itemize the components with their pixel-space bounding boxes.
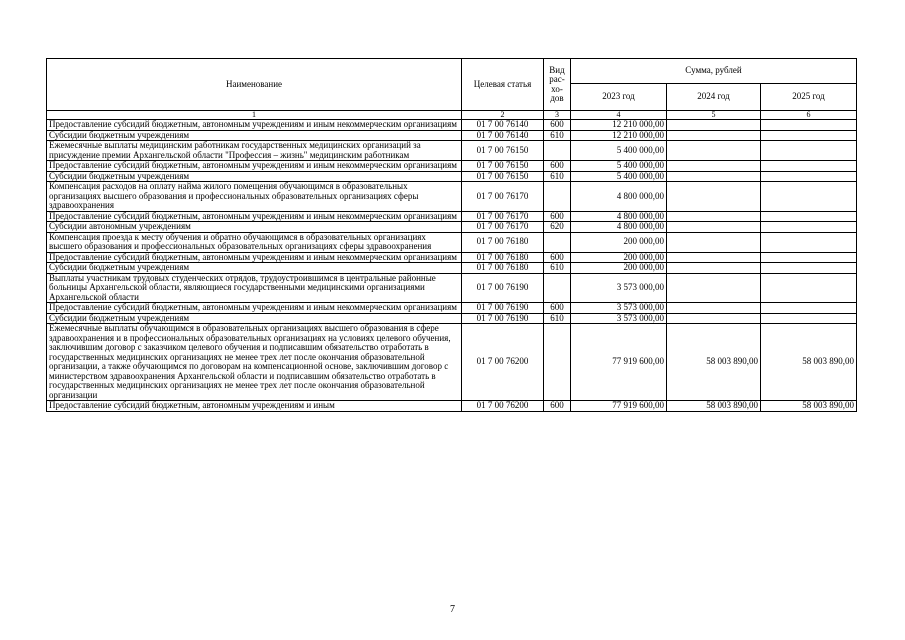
table-row — [47, 313, 857, 324]
row-amount-2024: 58 003 890,00 — [667, 401, 761, 412]
row-amount-2025 — [761, 303, 857, 314]
row-amount-2024 — [667, 303, 761, 314]
row-name: Ежемесячные выплаты обучающимся в образовательных организациях высшего образования в сфере здравоохранения и в профессиональных образовательных организациях на условиях целевого обучения, заключившим договор с заказчиком целевого обучения и подписавшим обязательство отработать в государственных медицинских организациях не менее трех лет после окончания образовательной организации, а также обучающимся по договорам на компенсационной основе, заключившим договор с министерством здравоохранения Архангельской области и подписавшим обязательство отработать в государственных медицинских организациях не менее трех лет после окончания образовательной организации — [47, 324, 462, 401]
row-vid — [544, 182, 571, 212]
row-target-code: 01 7 00 76180 — [462, 252, 544, 263]
row-vid: 600 — [544, 401, 571, 412]
row-name: Выплаты участникам трудовых студенческих отрядов, трудоустроившимся в центральные районные больницы Архангельской области, являющиеся государственными медицинскими организациями Архангельской области — [47, 273, 462, 303]
row-amount-2025 — [761, 252, 857, 263]
row-amount-2024 — [667, 182, 761, 212]
row-vid: 610 — [544, 171, 571, 182]
row-amount-2024 — [667, 141, 761, 161]
row-vid: 600 — [544, 120, 571, 131]
table-row — [47, 401, 857, 412]
row-amount-2025 — [761, 211, 857, 222]
row-target-code: 01 7 00 76200 — [462, 324, 544, 401]
row-amount-2023: 3 573 000,00 — [571, 303, 667, 314]
row-vid — [544, 273, 571, 303]
row-target-code: 01 7 00 76170 — [462, 182, 544, 212]
header-vid: Вид рас-хо-дов — [544, 59, 571, 111]
row-name: Субсидии бюджетным учреждениям — [47, 313, 462, 324]
row-amount-2025 — [761, 232, 857, 252]
row-amount-2024 — [667, 313, 761, 324]
header-year-2023: 2023 год — [571, 84, 667, 111]
row-amount-2025: 58 003 890,00 — [761, 324, 857, 401]
table-row — [47, 324, 857, 401]
header-year-2024: 2024 год — [667, 84, 761, 111]
row-name: Предоставление субсидий бюджетным, автономным учреждениям и иным — [47, 401, 462, 412]
col-number: 5 — [667, 111, 761, 120]
table-row — [47, 232, 857, 252]
table-row — [47, 222, 857, 233]
row-target-code: 01 7 00 76150 — [462, 141, 544, 161]
row-amount-2025 — [761, 313, 857, 324]
row-target-code: 01 7 00 76180 — [462, 232, 544, 252]
header-name: Наименование — [47, 59, 462, 111]
row-amount-2025 — [761, 141, 857, 161]
row-amount-2023: 12 210 000,00 — [571, 120, 667, 131]
row-amount-2024 — [667, 252, 761, 263]
row-name: Предоставление субсидий бюджетным, автономным учреждениям и иным некоммерческим организациям — [47, 120, 462, 131]
row-vid: 600 — [544, 161, 571, 172]
row-amount-2023: 3 573 000,00 — [571, 313, 667, 324]
table-row — [47, 120, 857, 131]
row-amount-2024 — [667, 171, 761, 182]
page-number: 7 — [450, 604, 455, 615]
budget-table — [46, 58, 857, 412]
row-amount-2023: 4 800 000,00 — [571, 222, 667, 233]
row-target-code: 01 7 00 76140 — [462, 120, 544, 131]
row-amount-2023: 200 000,00 — [571, 232, 667, 252]
row-amount-2025 — [761, 161, 857, 172]
row-name: Субсидии бюджетным учреждениям — [47, 130, 462, 141]
row-amount-2024 — [667, 120, 761, 131]
row-amount-2023: 200 000,00 — [571, 263, 667, 274]
row-amount-2025 — [761, 273, 857, 303]
row-name: Компенсация проезда к месту обучения и обратно обучающимся в образовательных организациях высшего образования и профессиональных образовательных организациях сферы здравоохранения — [47, 232, 462, 252]
row-amount-2023: 5 400 000,00 — [571, 171, 667, 182]
row-vid — [544, 141, 571, 161]
row-target-code: 01 7 00 76190 — [462, 313, 544, 324]
row-amount-2025 — [761, 222, 857, 233]
row-vid: 600 — [544, 252, 571, 263]
row-vid — [544, 232, 571, 252]
row-target-code: 01 7 00 76170 — [462, 222, 544, 233]
row-amount-2023: 77 919 600,00 — [571, 401, 667, 412]
row-name: Предоставление субсидий бюджетным, автономным учреждениям и иным некоммерческим организациям — [47, 252, 462, 263]
row-target-code: 01 7 00 76190 — [462, 273, 544, 303]
row-name: Субсидии бюджетным учреждениям — [47, 263, 462, 274]
row-amount-2024 — [667, 232, 761, 252]
row-amount-2025 — [761, 263, 857, 274]
table-row — [47, 141, 857, 161]
row-target-code: 01 7 00 76180 — [462, 263, 544, 274]
row-name: Компенсация расходов на оплату найма жилого помещения обучающимся в образовательных организациях высшего образования и профессиональных образовательных организациях сферы здравоохранения — [47, 182, 462, 212]
row-amount-2023: 5 400 000,00 — [571, 161, 667, 172]
row-target-code: 01 7 00 76190 — [462, 303, 544, 314]
row-vid: 610 — [544, 263, 571, 274]
table-row — [47, 303, 857, 314]
table-row — [47, 252, 857, 263]
row-target-code: 01 7 00 76170 — [462, 211, 544, 222]
row-amount-2024 — [667, 130, 761, 141]
row-amount-2024 — [667, 222, 761, 233]
row-vid: 600 — [544, 303, 571, 314]
row-amount-2023: 4 800 000,00 — [571, 211, 667, 222]
row-amount-2023: 12 210 000,00 — [571, 130, 667, 141]
row-amount-2025 — [761, 171, 857, 182]
row-target-code: 01 7 00 76150 — [462, 171, 544, 182]
table-row — [47, 211, 857, 222]
row-amount-2025 — [761, 130, 857, 141]
column-numbers-row — [47, 111, 857, 120]
row-vid: 620 — [544, 222, 571, 233]
row-vid: 600 — [544, 211, 571, 222]
col-number: 4 — [571, 111, 667, 120]
row-amount-2024 — [667, 161, 761, 172]
table-body — [47, 120, 857, 412]
row-vid — [544, 324, 571, 401]
row-vid: 610 — [544, 130, 571, 141]
row-amount-2023: 5 400 000,00 — [571, 141, 667, 161]
row-amount-2024 — [667, 211, 761, 222]
row-amount-2023: 3 573 000,00 — [571, 273, 667, 303]
col-number: 6 — [761, 111, 857, 120]
header-row — [47, 59, 857, 84]
row-name: Субсидии автономным учреждениям — [47, 222, 462, 233]
header-target: Целевая статья — [462, 59, 544, 111]
row-amount-2023: 200 000,00 — [571, 252, 667, 263]
row-target-code: 01 7 00 76150 — [462, 161, 544, 172]
row-name: Ежемесячные выплаты медицинским работникам государственных медицинских организаций за присуждение премии Архангельской области "Профессия – жизнь" медицинским работникам — [47, 141, 462, 161]
row-name: Предоставление субсидий бюджетным, автономным учреждениям и иным некоммерческим организациям — [47, 211, 462, 222]
header-sum: Сумма, рублей — [571, 59, 857, 84]
row-target-code: 01 7 00 76200 — [462, 401, 544, 412]
row-amount-2024 — [667, 263, 761, 274]
col-number: 1 — [47, 111, 462, 120]
row-amount-2025 — [761, 120, 857, 131]
row-amount-2024: 58 003 890,00 — [667, 324, 761, 401]
col-number: 3 — [544, 111, 571, 120]
table-row — [47, 182, 857, 212]
row-amount-2024 — [667, 273, 761, 303]
table-row — [47, 171, 857, 182]
row-target-code: 01 7 00 76140 — [462, 130, 544, 141]
table-row — [47, 273, 857, 303]
table-row — [47, 263, 857, 274]
table-row — [47, 130, 857, 141]
col-number: 2 — [462, 111, 544, 120]
row-amount-2023: 77 919 600,00 — [571, 324, 667, 401]
row-name: Субсидии бюджетным учреждениям — [47, 171, 462, 182]
row-name: Предоставление субсидий бюджетным, автономным учреждениям и иным некоммерческим организациям — [47, 303, 462, 314]
row-amount-2025: 58 003 890,00 — [761, 401, 857, 412]
table-row — [47, 161, 857, 172]
row-name: Предоставление субсидий бюджетным, автономным учреждениям и иным некоммерческим организациям — [47, 161, 462, 172]
row-amount-2025 — [761, 182, 857, 212]
header-year-2025: 2025 год — [761, 84, 857, 111]
row-amount-2023: 4 800 000,00 — [571, 182, 667, 212]
row-vid: 610 — [544, 313, 571, 324]
